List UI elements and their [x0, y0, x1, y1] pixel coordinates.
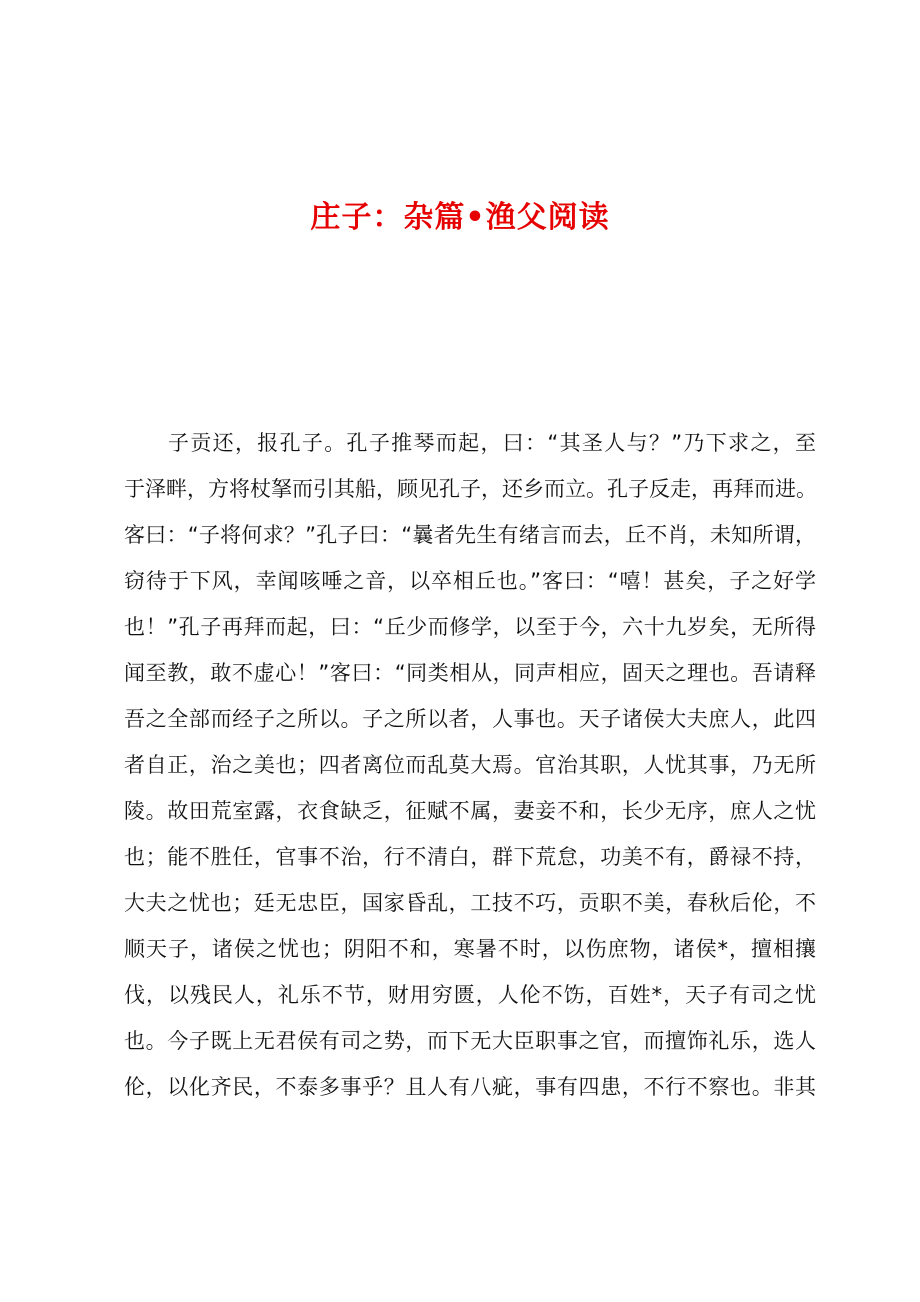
text-line: 伐，以残民人，礼乐不节，财用穷匮，人伦不饬，百姓*，天子有司之忧 [124, 983, 816, 1007]
text-line: 大夫之忧也；廷无忠臣，国家昏乱，工技不巧，贡职不美，春秋后伦，不 [124, 891, 816, 915]
text-line: 也！”孔子再拜而起，曰：“丘少而修学，以至于今，六十九岁矣，无所得 [124, 615, 816, 639]
text-line: 于泽畔，方将杖拏而引其船，顾见孔子，还乡而立。孔子反走，再拜而进。 [124, 477, 817, 501]
text-line: 窃待于下风，幸闻咳唾之音，以卒相丘也。”客曰：“嘻！甚矣，子之好学 [124, 569, 816, 593]
text-line: 顺天子，诸侯之忧也；阴阳不和，寒暑不时，以伤庶物，诸侯*，擅相攘 [124, 937, 816, 961]
text-line: 伦，以化齐民，不泰多事乎？且人有八疵，事有四患，不行不察也。非其 [124, 1075, 816, 1099]
document-body [124, 420, 816, 1110]
text-line: 也；能不胜任，官事不治，行不清白，群下荒怠，功美不有，爵禄不持， [124, 845, 816, 869]
text-line: 吾之全部而经子之所以。子之所以者，人事也。天子诸侯大夫庶人，此四 [124, 707, 816, 731]
text-line: 客曰：“子将何求？”孔子曰：“曩者先生有绪言而去，丘不肖，未知所谓， [124, 523, 816, 547]
document-title: 庄子：杂篇•渔父阅读 [310, 200, 610, 235]
text-line: 闻至教，敢不虚心！”客曰：“同类相从，同声相应，固天之理也。吾请释 [124, 661, 816, 685]
text-line: 陵。故田荒室露，衣食缺乏，征赋不属，妻妾不和，长少无序，庶人之忧 [124, 799, 816, 823]
text-line: 子贡还，报孔子。孔子推琴而起，曰：“其圣人与？”乃下求之，至 [168, 431, 816, 455]
text-line: 也。今子既上无君侯有司之势，而下无大臣职事之官，而擅饰礼乐，选人 [124, 1029, 816, 1053]
text-line: 者自正，治之美也；四者离位而乱莫大焉。官治其职，人忧其事，乃无所 [124, 753, 816, 777]
